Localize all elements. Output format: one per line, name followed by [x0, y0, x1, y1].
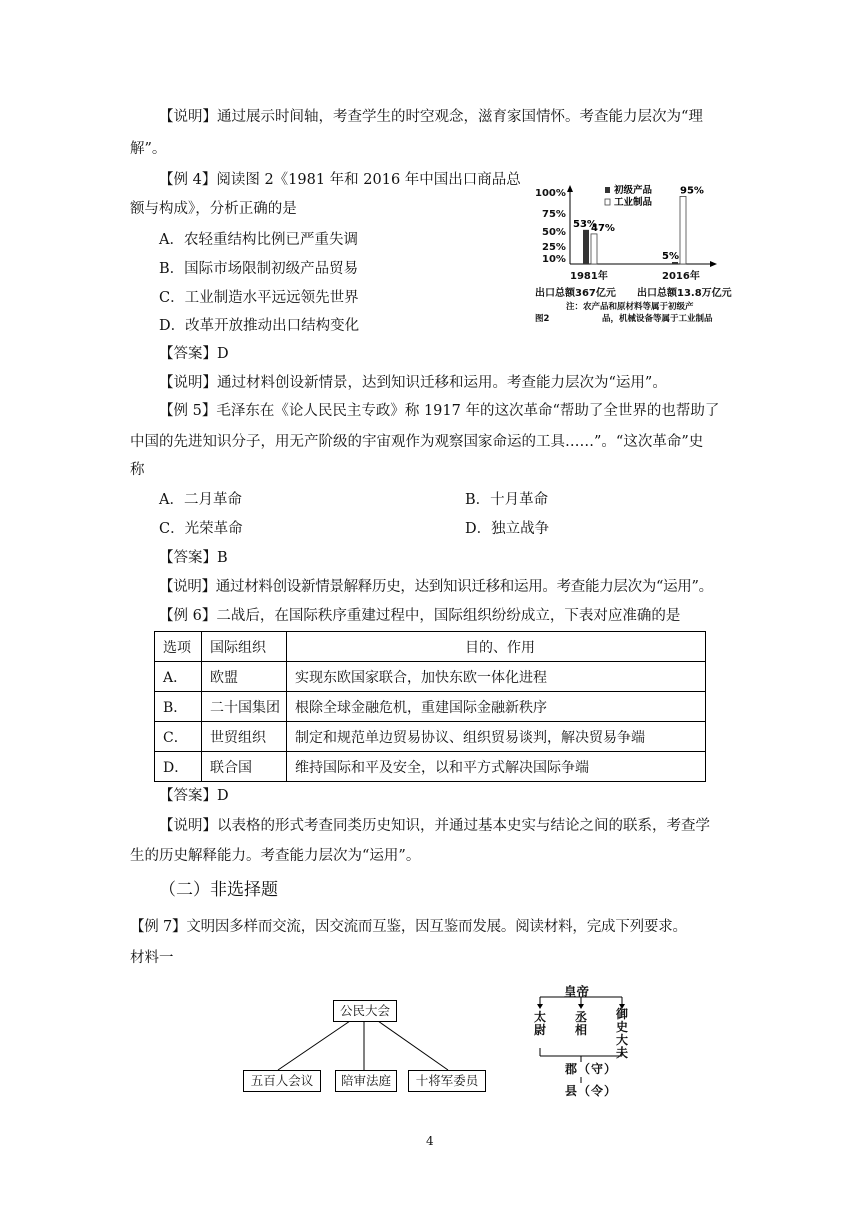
option-c: C．光荣革命 — [159, 521, 243, 537]
bar-primary-0 — [583, 230, 589, 264]
table-header-row — [155, 632, 706, 662]
y-tick-label: 50% — [542, 227, 566, 238]
explanation-line: 【说明】通过材料创设新情景解释历史，达到知识迁移和运用。考查能力层次为“运用”。 — [159, 579, 713, 595]
answer: 【答案】D — [159, 346, 229, 362]
organization-table — [154, 631, 706, 782]
question-stem: 称 — [130, 462, 145, 478]
bar-industrial-0 — [591, 234, 597, 264]
x-category-label: 2016年 — [662, 271, 700, 282]
explanation-line: 【说明】通过材料创设新情景，达到知识迁移和运用。考查能力层次为“运用”。 — [159, 375, 667, 391]
yushidafu-label: 御史大夫 — [616, 1007, 629, 1060]
explanation-line: 【说明】以表格的形式考查同类历史知识，并通过基本史实与结论之间的联系，考查学 — [159, 818, 710, 834]
question-stem: 额与构成》，分析正确的是 — [130, 201, 297, 217]
table-cell: 联合国 — [202, 752, 287, 782]
table-row — [155, 692, 706, 722]
table-cell: 实现东欧国家联合，加快东欧一体化进程 — [287, 662, 706, 692]
material-label: 材料一 — [130, 950, 174, 966]
total-label: 出口总额367亿元 — [535, 288, 616, 299]
generals-box: 十将军委员 — [408, 1070, 486, 1092]
answer: 【答案】D — [159, 788, 229, 804]
chart-note: 注：农产品和原材料等属于初级产 — [566, 302, 694, 312]
table-cell: A． — [155, 662, 202, 692]
table-row — [155, 662, 706, 692]
section-heading: （二）非选择题 — [159, 880, 278, 900]
table-cell: 根除全球金融危机，重建国际金融新秩序 — [287, 692, 706, 722]
explanation-line: 解”。 — [130, 141, 167, 157]
option-a: A．二月革命 — [159, 492, 242, 508]
assembly-box: 公民大会 — [333, 1000, 397, 1022]
bar-industrial-1 — [680, 196, 686, 264]
y-tick-label: 100% — [535, 188, 566, 199]
chart-note: 品，机械设备等属于工业制品 — [602, 314, 713, 324]
taiwei-label: 太尉 — [534, 1010, 547, 1037]
table-cell: 世贸组织 — [202, 722, 287, 752]
table-cell: 维持国际和平及安全，以和平方式解决国际争端 — [287, 752, 706, 782]
data-label: 95% — [680, 185, 704, 197]
y-axis-arrow — [567, 185, 573, 192]
x-category-label: 1981年 — [570, 271, 608, 282]
question-stem: 【例 4】阅读图 2《1981 年和 2016 年中国出口商品总 — [159, 172, 521, 188]
option-c: C．工业制造水平远远领先世界 — [159, 290, 359, 306]
chengxiang-label: 丞相 — [575, 1010, 588, 1037]
question-stem: 【例 7】文明因多样而交流，因交流而互鉴，因互鉴而发展。阅读材料，完成下列要求。 — [130, 919, 687, 935]
table-cell: 欧盟 — [202, 662, 287, 692]
legend-label-industrial: 工业制品 — [614, 197, 653, 208]
option-b: B．十月革命 — [465, 492, 549, 508]
explanation-line: 【说明】通过展示时间轴，考查学生的时空观念，滋育家国情怀。考查能力层次为“理 — [159, 109, 703, 125]
data-label: 53% — [573, 218, 597, 230]
legend-swatch-primary — [605, 187, 610, 193]
table-header: 目的、作用 — [287, 632, 706, 662]
bar-primary-1 — [672, 262, 678, 264]
xian-label: 县（令） — [565, 1084, 618, 1098]
option-b: B．国际市场限制初级产品贸易 — [159, 261, 359, 277]
x-axis-arrow — [710, 261, 717, 267]
council-box: 五百人会议 — [243, 1070, 321, 1092]
option-d: D．独立战争 — [465, 521, 550, 537]
table-header: 国际组织 — [202, 632, 287, 662]
emperor-label: 皇帝 — [564, 984, 590, 999]
question-stem: 【例 6】二战后，在国际秩序重建过程中，国际组织纷纷成立，下表对应准确的是 — [159, 608, 681, 624]
option-d: D．改革开放推动出口结构变化 — [159, 318, 360, 334]
table-row — [155, 722, 706, 752]
answer: 【答案】B — [159, 550, 228, 566]
page-number: 4 — [426, 1134, 434, 1148]
table-row — [155, 752, 706, 782]
figure-label: 图2 — [535, 314, 550, 324]
table-cell: 制定和规范单边贸易协议、组织贸易谈判，解决贸易争端 — [287, 722, 706, 752]
table-cell: B． — [155, 692, 202, 722]
option-a: A．农轻重结构比例已严重失调 — [159, 232, 358, 248]
court-box: 陪审法庭 — [335, 1070, 397, 1092]
table-cell: C． — [155, 722, 202, 752]
legend-swatch-industrial — [605, 199, 610, 205]
y-tick-label: 75% — [542, 209, 566, 220]
question-stem: 【例 5】毛泽东在《论人民民主专政》称 1917 年的这次革命“帮助了全世界的也帮助了 — [159, 403, 720, 419]
explanation-line: 生的历史解释能力。考查能力层次为“运用”。 — [130, 848, 421, 864]
y-tick-label: 10% — [542, 254, 566, 265]
table-cell: 二十国集团 — [202, 692, 287, 722]
data-label: 47% — [591, 222, 615, 234]
export-composition-chart — [530, 178, 755, 330]
y-tick-label: 25% — [542, 242, 566, 253]
table-cell: D． — [155, 752, 202, 782]
jun-label: 郡（守） — [565, 1062, 618, 1076]
data-label: 5% — [662, 251, 679, 262]
question-stem: 中国的先进知识分子，用无产阶级的宇宙观作为观察国家命运的工具……”。“这次革命”史 — [130, 434, 704, 450]
total-label: 出口总额13.8万亿元 — [637, 288, 732, 299]
table-header: 选项 — [155, 632, 202, 662]
legend-label-primary: 初级产品 — [614, 185, 653, 196]
